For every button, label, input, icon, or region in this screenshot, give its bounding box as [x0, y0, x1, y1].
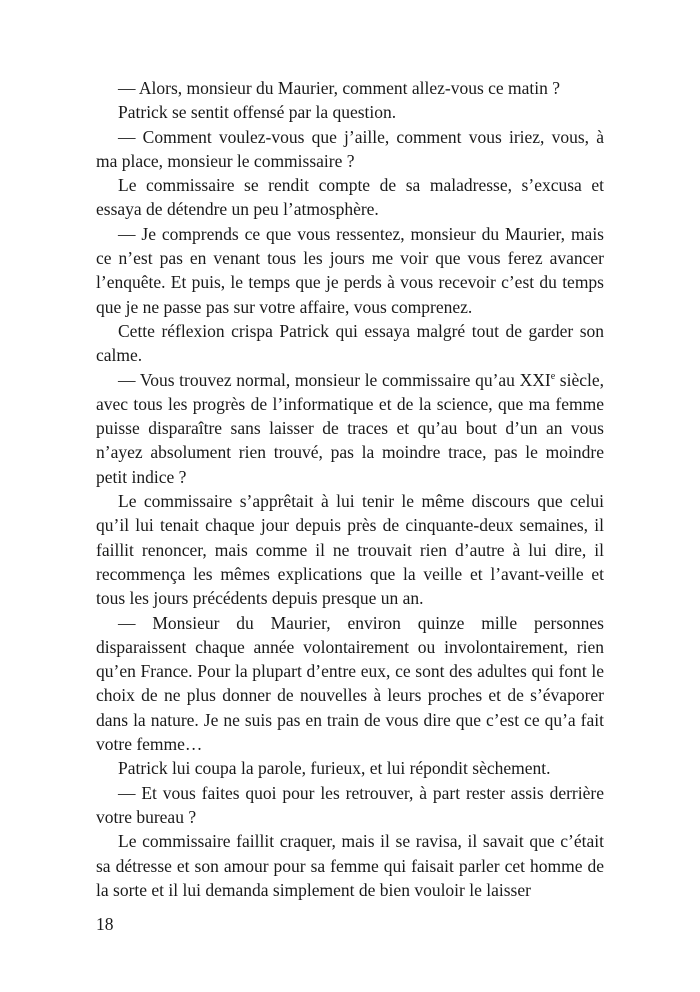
paragraph: Le commissaire s’apprêtait à lui tenir le même discours que celui qu’il lui tenait chaque jour depuis près de cinquante-deux semaines, il faillit renoncer, mais comme il ne trouvait rien d’autre à lui dire, il recommença les mêmes explications que la veille et l’avant-veille et tous les jours précédents depuis presque un an. — [96, 491, 604, 609]
paragraph: — Monsieur du Maurier, environ quinze mille personnes disparaissent chaque année volontairement ou involontairement, rien qu’en France. Pour la plupart d’entre eux, ce sont des adultes qui font le choix de ne plus donner de nouvelles à leurs proches et de s’évaporer dans la nature. Je ne suis pas en train de vous dire que c’est ce qu’a fait votre femme… — [96, 612, 604, 755]
paragraph: Cette réflexion crispa Patrick qui essaya malgré tout de garder son calme. — [96, 320, 604, 366]
paragraph: — Je comprends ce que vous ressentez, monsieur du Maurier, mais ce n’est pas en venant tous les jours me voir que vous ferez avancer l’enquête. Et puis, le temps que je perds à vous recevoir c’est du temps que je ne passe pas sur votre affaire, vous comprenez. — [96, 223, 604, 317]
paragraph: Patrick se sentit offensé par la question. — [118, 102, 397, 123]
superscript: e — [550, 370, 556, 382]
paragraph: — Alors, monsieur du Maurier, comment allez-vous ce matin ? — [118, 78, 561, 98]
paragraph: — Comment voulez-vous que j’aille, comment vous iriez, vous, à ma place, monsieur le commissaire ? — [96, 126, 604, 171]
paragraph — [96, 368, 604, 489]
paragraph-text: siècle, avec tous les progrès de l’informatique et de la science, que ma femme puisse disparaître sans laisser de traces et qu’au bout d’un an vous n’ayez absolument rien trouvé, pas la moindre trace, pas le moindre petit indice ? — [96, 369, 605, 487]
paragraph: Le commissaire se rendit compte de sa maladresse, s’excusa et essaya de détendre un peu l’atmosphère. — [96, 175, 604, 220]
paragraph: Le commissaire faillit craquer, mais il se ravisa, il savait que c’était sa détresse et son amour pour sa femme qui faisait parler cet homme de la sorte et il lui demanda simplement de bien vouloir le laisser — [96, 831, 604, 900]
page-number: 18 — [96, 914, 114, 934]
paragraph: — Et vous faites quoi pour les retrouver, à part rester assis derrière votre bureau ? — [96, 782, 604, 827]
paragraph: Patrick lui coupa la parole, furieux, et lui répondit sèchement. — [118, 758, 551, 779]
paragraph-text: — Vous trouvez normal, monsieur le commissaire qu’au XXI — [118, 369, 551, 390]
page-body — [96, 76, 604, 902]
